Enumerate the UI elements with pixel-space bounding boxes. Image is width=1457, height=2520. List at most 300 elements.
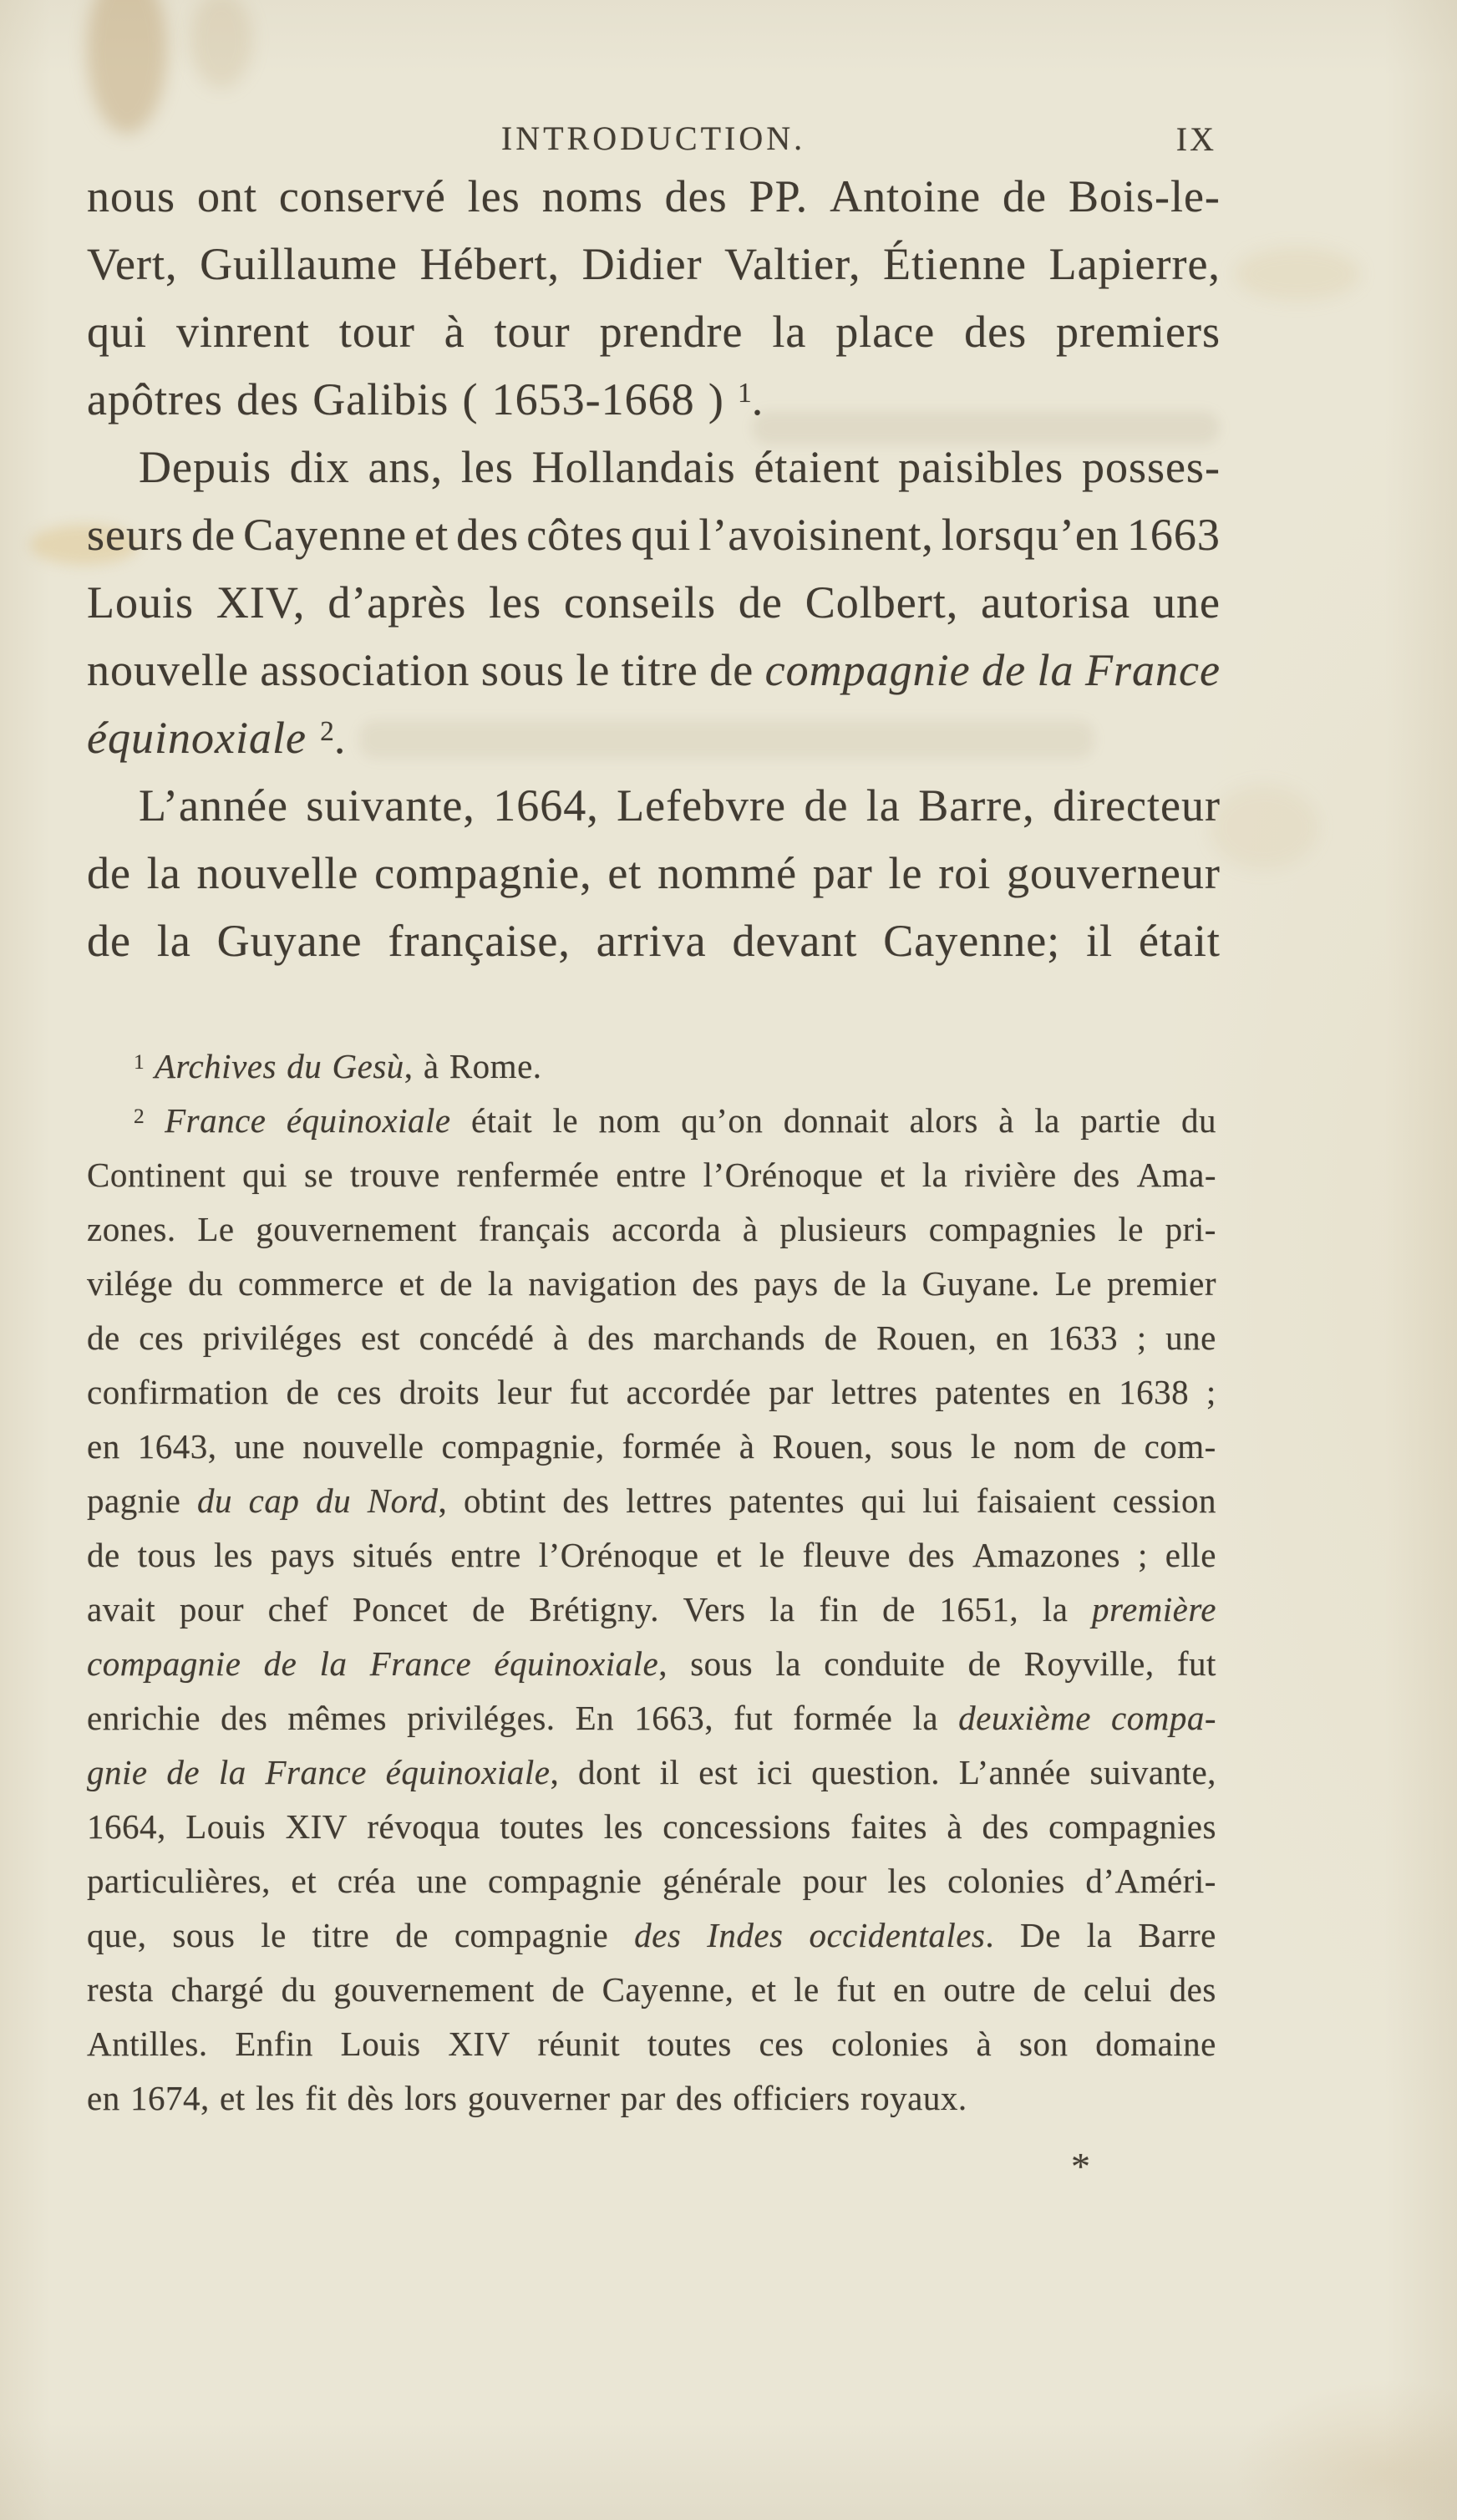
text-segment [286, 1806, 348, 1847]
text-fragment: compa- [1111, 1699, 1216, 1737]
text-segment [320, 1644, 348, 1684]
text-fragment: des [634, 1916, 682, 1954]
text-segment [1020, 1915, 1061, 1955]
text-segment [532, 441, 736, 493]
text-segment [312, 1915, 370, 1955]
text-fragment: réunit [537, 2025, 621, 2063]
text-fragment: Nord [367, 1481, 439, 1520]
text-fragment: à [947, 1807, 963, 1846]
text-fragment: posses- [1081, 442, 1221, 492]
text-segment [964, 1155, 1056, 1195]
text-segment [935, 1372, 1050, 1412]
text-fragment: . [333, 713, 347, 763]
text-fragment: à [423, 1047, 439, 1085]
text-segment [87, 644, 249, 696]
text-segment [1139, 915, 1221, 967]
text-fragment: et [414, 510, 449, 560]
text-segment [395, 1915, 429, 1955]
text-fragment: des [675, 2079, 723, 2117]
text-fragment: cession [1112, 1481, 1216, 1520]
text-fragment: de [1093, 1427, 1127, 1466]
text-segment [139, 441, 272, 493]
text-segment [87, 847, 131, 899]
text-segment [165, 1100, 266, 1141]
text-fragment: lettres [626, 1481, 713, 1520]
text-segment [450, 1535, 520, 1575]
text-fragment: une [416, 1862, 468, 1900]
text-fragment: de [87, 1536, 120, 1574]
text-segment [157, 915, 191, 967]
text-segment [794, 1969, 820, 2009]
text-fragment: d’Améri- [1085, 1862, 1216, 1900]
text-segment [1048, 1318, 1118, 1358]
text-segment [1165, 1535, 1216, 1575]
text-segment [922, 1481, 960, 1521]
text-segment [939, 1589, 1018, 1629]
text-segment [287, 1372, 320, 1412]
text-segment [370, 1644, 471, 1684]
text-fragment: pour [179, 1590, 244, 1628]
text-fragment: par [812, 848, 873, 898]
text-fragment: partie [1080, 1101, 1161, 1140]
text-segment [582, 238, 703, 290]
text-segment [1170, 1969, 1216, 2009]
text-fragment: dont [577, 1753, 641, 1791]
text-fragment: des [982, 1807, 1029, 1846]
text-fragment: tour [494, 307, 571, 357]
footnote-line [87, 1155, 1216, 1209]
text-segment [708, 373, 724, 425]
text-segment [1137, 1155, 1216, 1195]
text-segment [320, 712, 346, 764]
text-segment [1090, 1752, 1216, 1792]
text-segment [350, 1155, 440, 1195]
text-fragment: Rouen, [772, 1427, 873, 1466]
text-segment [977, 1481, 1096, 1521]
text-segment [1069, 170, 1221, 222]
text-segment [754, 1263, 818, 1303]
text-segment [665, 170, 728, 222]
text-fragment: les [489, 577, 542, 627]
text-segment [977, 2024, 992, 2064]
text-fragment: il [659, 1753, 680, 1791]
text-segment [564, 577, 716, 628]
text-segment [337, 1372, 382, 1412]
text-segment [1138, 1535, 1148, 1575]
text-segment [456, 509, 519, 561]
text-fragment: de [709, 645, 754, 695]
text-segment [1165, 1209, 1216, 1249]
text-segment [809, 1915, 994, 1955]
text-fragment: les [255, 2079, 295, 2117]
text-segment [1085, 1861, 1216, 1901]
text-fragment: créa [337, 1862, 397, 1900]
text-fragment: lorsqu’en [941, 510, 1119, 560]
text-segment [883, 238, 1027, 290]
text-fragment: Le [197, 1210, 235, 1248]
text-segment [236, 373, 299, 425]
text-segment [1080, 1100, 1160, 1141]
text-fragment: de [551, 1970, 586, 2009]
text-fragment: domaine [1095, 2025, 1216, 2063]
text-segment [529, 1589, 659, 1629]
text-segment [266, 1752, 367, 1792]
text-segment [663, 1861, 782, 1901]
text-segment [578, 1752, 641, 1792]
text-fragment: Louis [87, 577, 195, 627]
text-fragment: sous [690, 1644, 754, 1683]
text-segment [779, 1209, 907, 1249]
text-segment [243, 509, 407, 561]
text-segment [703, 1155, 864, 1195]
text-fragment: renfermée [456, 1156, 600, 1194]
text-segment [238, 1263, 384, 1303]
text-fragment: les [467, 171, 520, 221]
text-fragment: fut [836, 1970, 876, 2009]
text-segment [824, 1644, 945, 1684]
text-fragment: nous [87, 171, 176, 221]
text-fragment: la [218, 1753, 246, 1791]
text-segment [769, 1589, 795, 1629]
text-segment [729, 1481, 845, 1521]
text-segment [188, 1263, 223, 1303]
text-segment [882, 1589, 916, 1629]
text-fragment: la [146, 848, 181, 898]
footnote-line [87, 1481, 1216, 1535]
text-fragment: formée [622, 1427, 722, 1466]
text-fragment: la [487, 1264, 514, 1303]
text-fragment: pri- [1165, 1210, 1216, 1248]
text-segment [197, 170, 257, 222]
text-fragment: noms [541, 171, 643, 221]
text-fragment: tous [137, 1536, 196, 1574]
text-fragment: , [404, 1047, 414, 1085]
text-segment [621, 2078, 666, 2118]
text-segment [657, 847, 797, 899]
text-fragment: une [234, 1427, 286, 1466]
text-segment [773, 1426, 873, 1466]
text-segment [831, 2024, 949, 2064]
text-fragment: directeur [1053, 780, 1221, 831]
text-fragment: gnie [87, 1753, 148, 1791]
body-text [87, 170, 1221, 983]
text-segment [1127, 509, 1221, 561]
text-fragment: dès [347, 2079, 394, 2117]
text-fragment: des [562, 1481, 610, 1520]
text-segment [399, 1263, 425, 1303]
text-segment [908, 1535, 955, 1575]
text-segment [1053, 780, 1221, 831]
text-fragment: compagnie, [441, 1427, 605, 1466]
body-text-line [87, 509, 1221, 577]
text-segment [1003, 170, 1047, 222]
text-segment [622, 644, 698, 696]
text-segment [733, 2078, 850, 2118]
text-segment [217, 915, 363, 967]
text-fragment: de [87, 848, 131, 898]
footnote-line [87, 1861, 1216, 1915]
text-fragment: pour [802, 1862, 867, 1900]
text-segment [1137, 1318, 1147, 1358]
text-segment [197, 1481, 232, 1521]
text-fragment: faisaient [976, 1481, 1097, 1520]
text-fragment: chargé [170, 1970, 265, 2009]
text-fragment: des [964, 307, 1028, 357]
text-fragment: et [291, 1862, 317, 1900]
text-segment [759, 1535, 785, 1575]
body-text-line [87, 915, 1221, 983]
text-fragment: gouvernement [256, 1210, 457, 1248]
text-segment [1082, 441, 1221, 493]
text-segment [191, 509, 236, 561]
text-fragment: la [912, 1699, 939, 1737]
text-segment [261, 1915, 287, 1955]
text-segment [1084, 1969, 1152, 2009]
text-segment [87, 1698, 201, 1738]
text-fragment: en [87, 1427, 120, 1466]
text-segment [1043, 1589, 1069, 1629]
text-segment [866, 780, 901, 831]
text-fragment: conduite [824, 1644, 946, 1683]
text-segment [471, 1100, 532, 1141]
text-fragment: à [998, 1101, 1014, 1140]
text-fragment: française, [388, 916, 571, 966]
text-fragment: la [1034, 1101, 1060, 1140]
text-segment [271, 1535, 335, 1575]
text-fragment: générale [663, 1862, 782, 1900]
footnote-line [87, 1589, 1216, 1644]
text-segment [87, 1318, 120, 1358]
text-segment [1165, 1318, 1216, 1358]
text-fragment: se [303, 1156, 334, 1194]
text-segment [197, 1209, 234, 1249]
text-segment [819, 1589, 858, 1629]
text-fragment: Depuis [139, 442, 272, 492]
text-segment [604, 1806, 643, 1847]
text-fragment: la [156, 916, 191, 966]
text-segment [607, 847, 642, 899]
text-fragment: navigation [528, 1264, 678, 1303]
text-segment [139, 780, 288, 831]
text-fragment: français [478, 1210, 591, 1248]
text-segment [216, 577, 306, 628]
text-segment [316, 1481, 351, 1521]
footnote-reference: 1 [134, 1049, 145, 1074]
text-fragment: fin [819, 1590, 859, 1628]
text-fragment: de [191, 510, 236, 560]
text-segment [87, 1752, 148, 1792]
text-segment [1087, 1915, 1113, 1955]
text-segment [448, 2024, 510, 2064]
text-fragment: est [360, 1318, 401, 1357]
text-fragment: lui [922, 1481, 960, 1520]
text-fragment: 1651, [939, 1590, 1019, 1628]
text-fragment: d’après [327, 577, 467, 627]
text-fragment: Valtier, [724, 239, 861, 289]
text-segment [468, 2078, 611, 2118]
body-text-line [87, 644, 1221, 712]
text-fragment: mêmes [287, 1699, 388, 1737]
text-segment [631, 509, 691, 561]
paper-stain [1210, 785, 1318, 869]
text-fragment: Galibis [312, 374, 449, 424]
text-segment [912, 1698, 938, 1738]
text-segment [698, 1752, 738, 1792]
text-fragment: l’Orénoque [538, 1536, 699, 1574]
text-fragment: chef [267, 1590, 329, 1628]
text-segment [287, 1698, 387, 1738]
text-segment [87, 1426, 120, 1466]
text-segment [1095, 2024, 1216, 2064]
text-segment [449, 1046, 542, 1086]
text-fragment: Vers [683, 1590, 746, 1628]
text-segment [959, 1752, 1071, 1792]
text-segment [759, 2024, 805, 2064]
text-segment [553, 1318, 569, 1358]
text-fragment: le [552, 1101, 579, 1140]
text-segment [1013, 1426, 1075, 1466]
text-segment [138, 1426, 217, 1466]
text-segment [775, 1644, 801, 1684]
text-fragment: Bois-le- [1068, 171, 1221, 221]
text-segment [1107, 1263, 1216, 1303]
text-segment [87, 1263, 173, 1303]
text-segment [850, 1806, 927, 1847]
footnote-reference: 2 [134, 1104, 145, 1128]
text-fragment: trouve [350, 1156, 440, 1194]
text-segment [312, 373, 449, 425]
text-fragment: la [775, 1644, 801, 1683]
text-fragment: nouvelle [302, 1427, 424, 1466]
text-fragment: 1664, [87, 1807, 166, 1846]
text-fragment: Brétigny. [529, 1590, 659, 1628]
text-segment [260, 644, 470, 696]
text-segment [407, 1698, 555, 1738]
text-fragment: fleuve [802, 1536, 891, 1574]
text-segment [180, 1589, 244, 1629]
text-segment [87, 915, 131, 967]
text-fragment: ; [1136, 1318, 1147, 1357]
footnote-line [87, 2078, 1216, 2132]
text-fragment: de [967, 1644, 1002, 1683]
text-fragment: vilége [87, 1264, 174, 1303]
text-fragment: la [769, 1590, 795, 1628]
text-segment [880, 1155, 906, 1195]
running-title: INTRODUCTION. [500, 119, 806, 157]
text-fragment: autorisa [981, 577, 1131, 627]
text-fragment: le [759, 1536, 785, 1574]
text-fragment: titre [312, 1916, 370, 1954]
text-fragment: L’année [958, 1753, 1071, 1791]
text-fragment: et [399, 1264, 425, 1303]
text-segment [929, 1209, 1097, 1249]
text-segment [709, 644, 754, 696]
text-segment [562, 1481, 609, 1521]
text-segment [660, 1752, 680, 1792]
text-fragment: du [196, 1481, 232, 1520]
page-header [87, 119, 1220, 165]
text-segment [242, 1155, 287, 1195]
text-fragment: du [316, 1481, 352, 1520]
text-fragment: Louis [340, 2025, 421, 2063]
text-segment [1024, 1644, 1155, 1684]
text-fragment: qu’on [681, 1101, 764, 1140]
text-fragment: et [880, 1156, 906, 1194]
footnote-line [87, 1915, 1216, 1969]
text-fragment: la [772, 307, 807, 357]
text-segment [626, 1481, 713, 1521]
text-segment [87, 1644, 241, 1684]
text-fragment: compagnie [87, 1644, 241, 1683]
text-fragment: Amazones [972, 1536, 1120, 1574]
text-fragment: côtes [526, 510, 624, 560]
text-fragment: compagnie [488, 1862, 642, 1900]
text-segment [968, 1644, 1002, 1684]
text-segment [287, 1046, 322, 1086]
text-segment [87, 1969, 154, 2009]
text-segment [634, 1915, 681, 1955]
text-fragment: du [287, 1047, 322, 1085]
text-fragment: patentes [728, 1481, 845, 1520]
text-fragment: étaient [754, 442, 881, 492]
text-fragment: par [769, 1373, 814, 1411]
text-segment [87, 170, 175, 222]
text-segment [738, 373, 764, 425]
text-fragment: suivante, [1089, 1753, 1216, 1791]
text-segment [734, 1698, 773, 1738]
text-fragment: de [286, 1373, 320, 1411]
text-segment [235, 2024, 313, 2064]
text-segment [1181, 1100, 1216, 1141]
text-fragment: du [188, 1264, 224, 1303]
text-segment [891, 1426, 953, 1466]
text-fragment: de [882, 1590, 916, 1628]
text-fragment: qui [87, 307, 148, 357]
text-fragment: de [1003, 171, 1047, 221]
text-segment [361, 1318, 400, 1358]
text-fragment: 1663, [634, 1699, 714, 1737]
text-segment [793, 1698, 892, 1738]
text-segment [681, 1100, 763, 1141]
text-fragment: rivière [964, 1156, 1057, 1194]
text-fragment: les [603, 1807, 643, 1846]
text-segment [87, 2078, 120, 2118]
text-fragment: France [1085, 645, 1221, 695]
text-fragment: en [995, 1318, 1029, 1357]
text-segment [537, 2024, 620, 2064]
text-segment [134, 1046, 145, 1086]
text-fragment: les [460, 442, 514, 492]
text-fragment: confirmation [87, 1373, 269, 1411]
text-fragment: compagnie, [374, 848, 592, 898]
text-segment [481, 644, 565, 696]
text-fragment: nom [1013, 1427, 1076, 1466]
text-segment [526, 509, 623, 561]
text-fragment: royaux. [860, 2079, 967, 2117]
text-fragment: ) [708, 374, 724, 424]
text-segment [922, 1155, 948, 1195]
text-fragment: qui [860, 1481, 906, 1520]
body-text-line [87, 170, 1221, 238]
text-segment [461, 441, 514, 493]
text-segment [570, 1372, 609, 1412]
text-fragment: une [1165, 1318, 1216, 1357]
text-segment [472, 1589, 505, 1629]
text-segment [1034, 1100, 1060, 1141]
text-fragment: commerce [238, 1264, 384, 1303]
text-segment [138, 1535, 196, 1575]
text-fragment: enrichie [87, 1699, 201, 1737]
